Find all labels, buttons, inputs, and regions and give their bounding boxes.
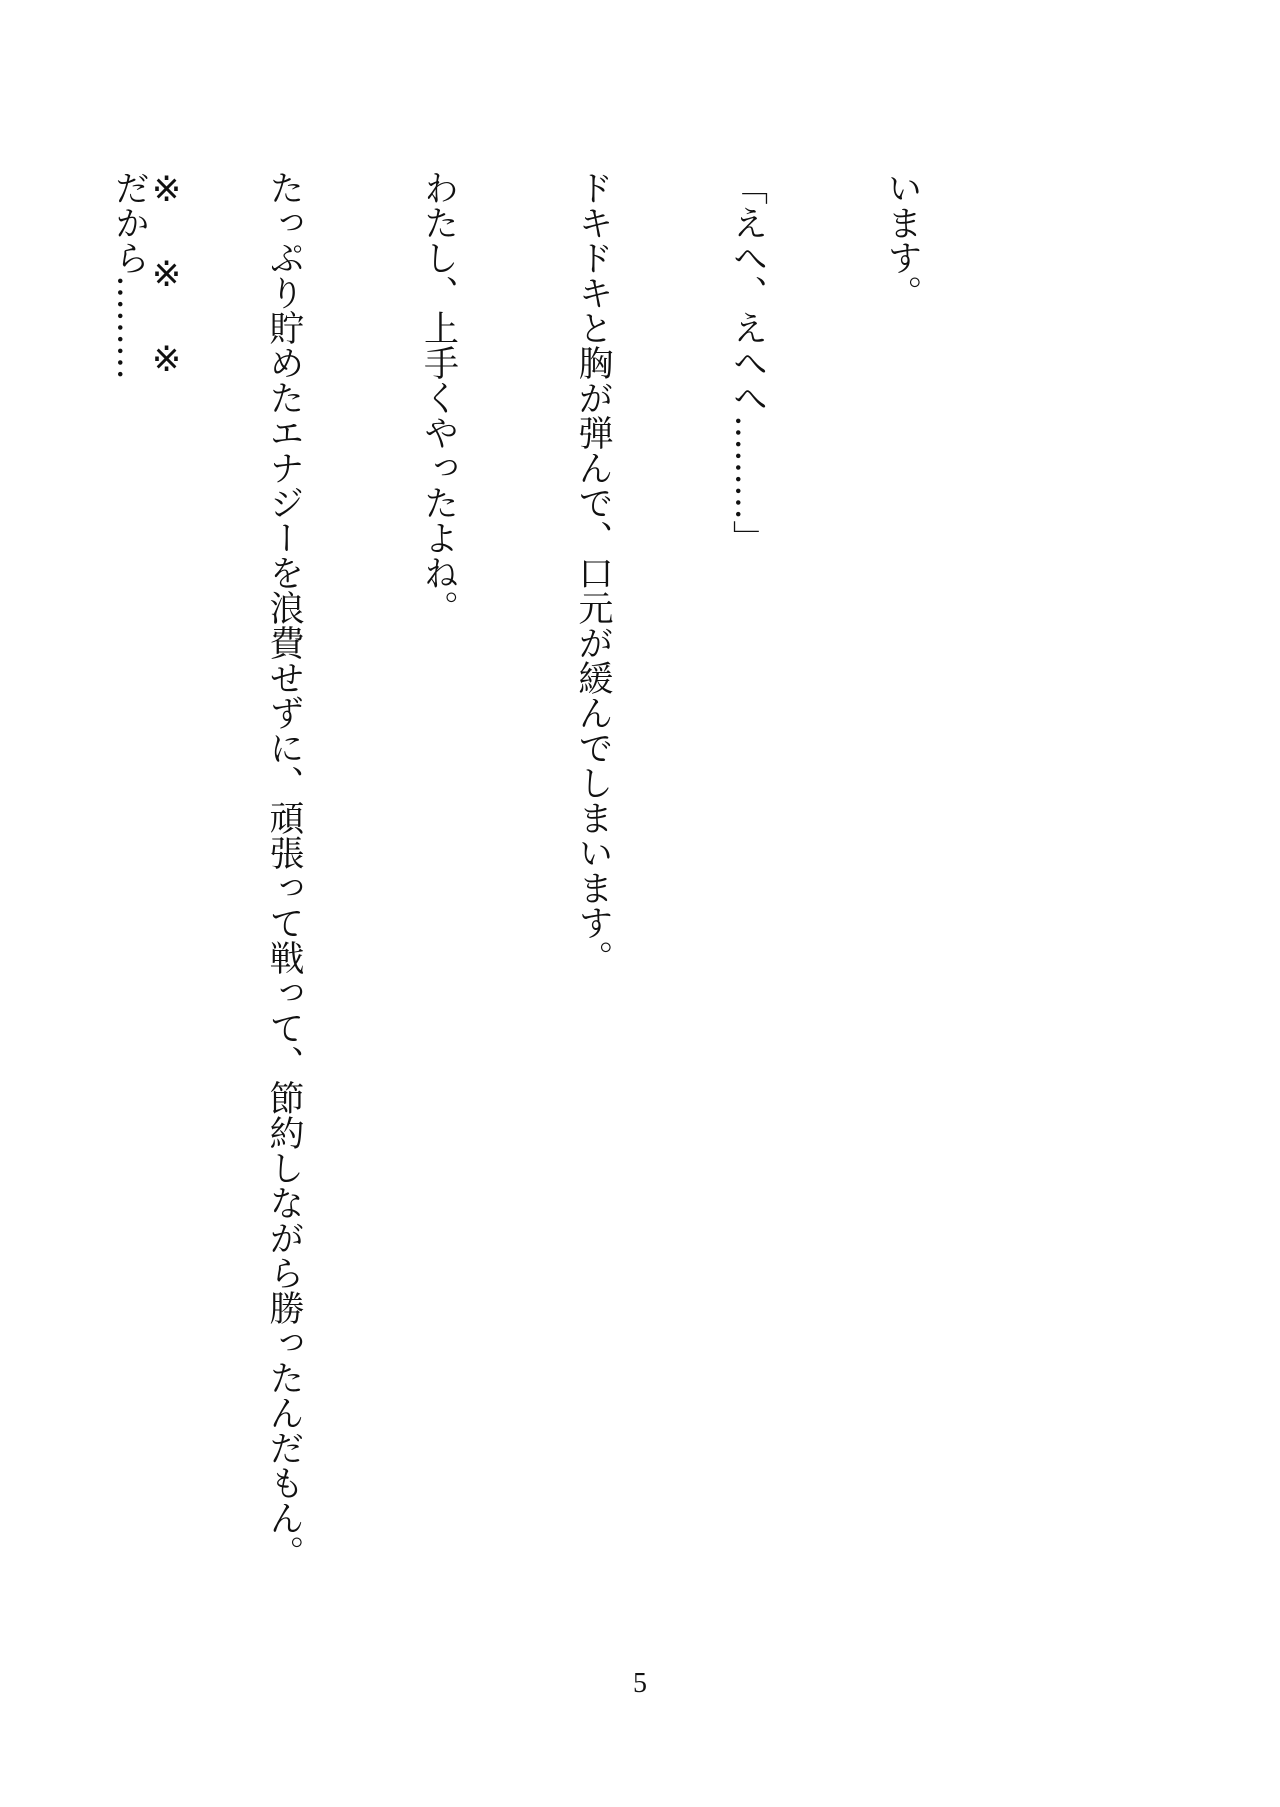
text-line: わたし、上手くやったよね。 bbox=[418, 170, 459, 625]
text-line: 「えへ、えへへ………」 bbox=[727, 170, 768, 555]
text-line: ドキドキと胸が弾んで、口元が緩んでしまいます。 bbox=[573, 170, 613, 975]
text-line: たっぷり貯めたエナジーを浪費せずに、頑張って戦って、節約しながら勝ったんだもん。 bbox=[264, 170, 304, 1570]
text-line: います。 bbox=[882, 170, 922, 310]
text-line: だから……… bbox=[109, 170, 150, 380]
section-separator: ※※※ bbox=[146, 170, 187, 425]
page-number: 5 bbox=[633, 1668, 647, 1699]
